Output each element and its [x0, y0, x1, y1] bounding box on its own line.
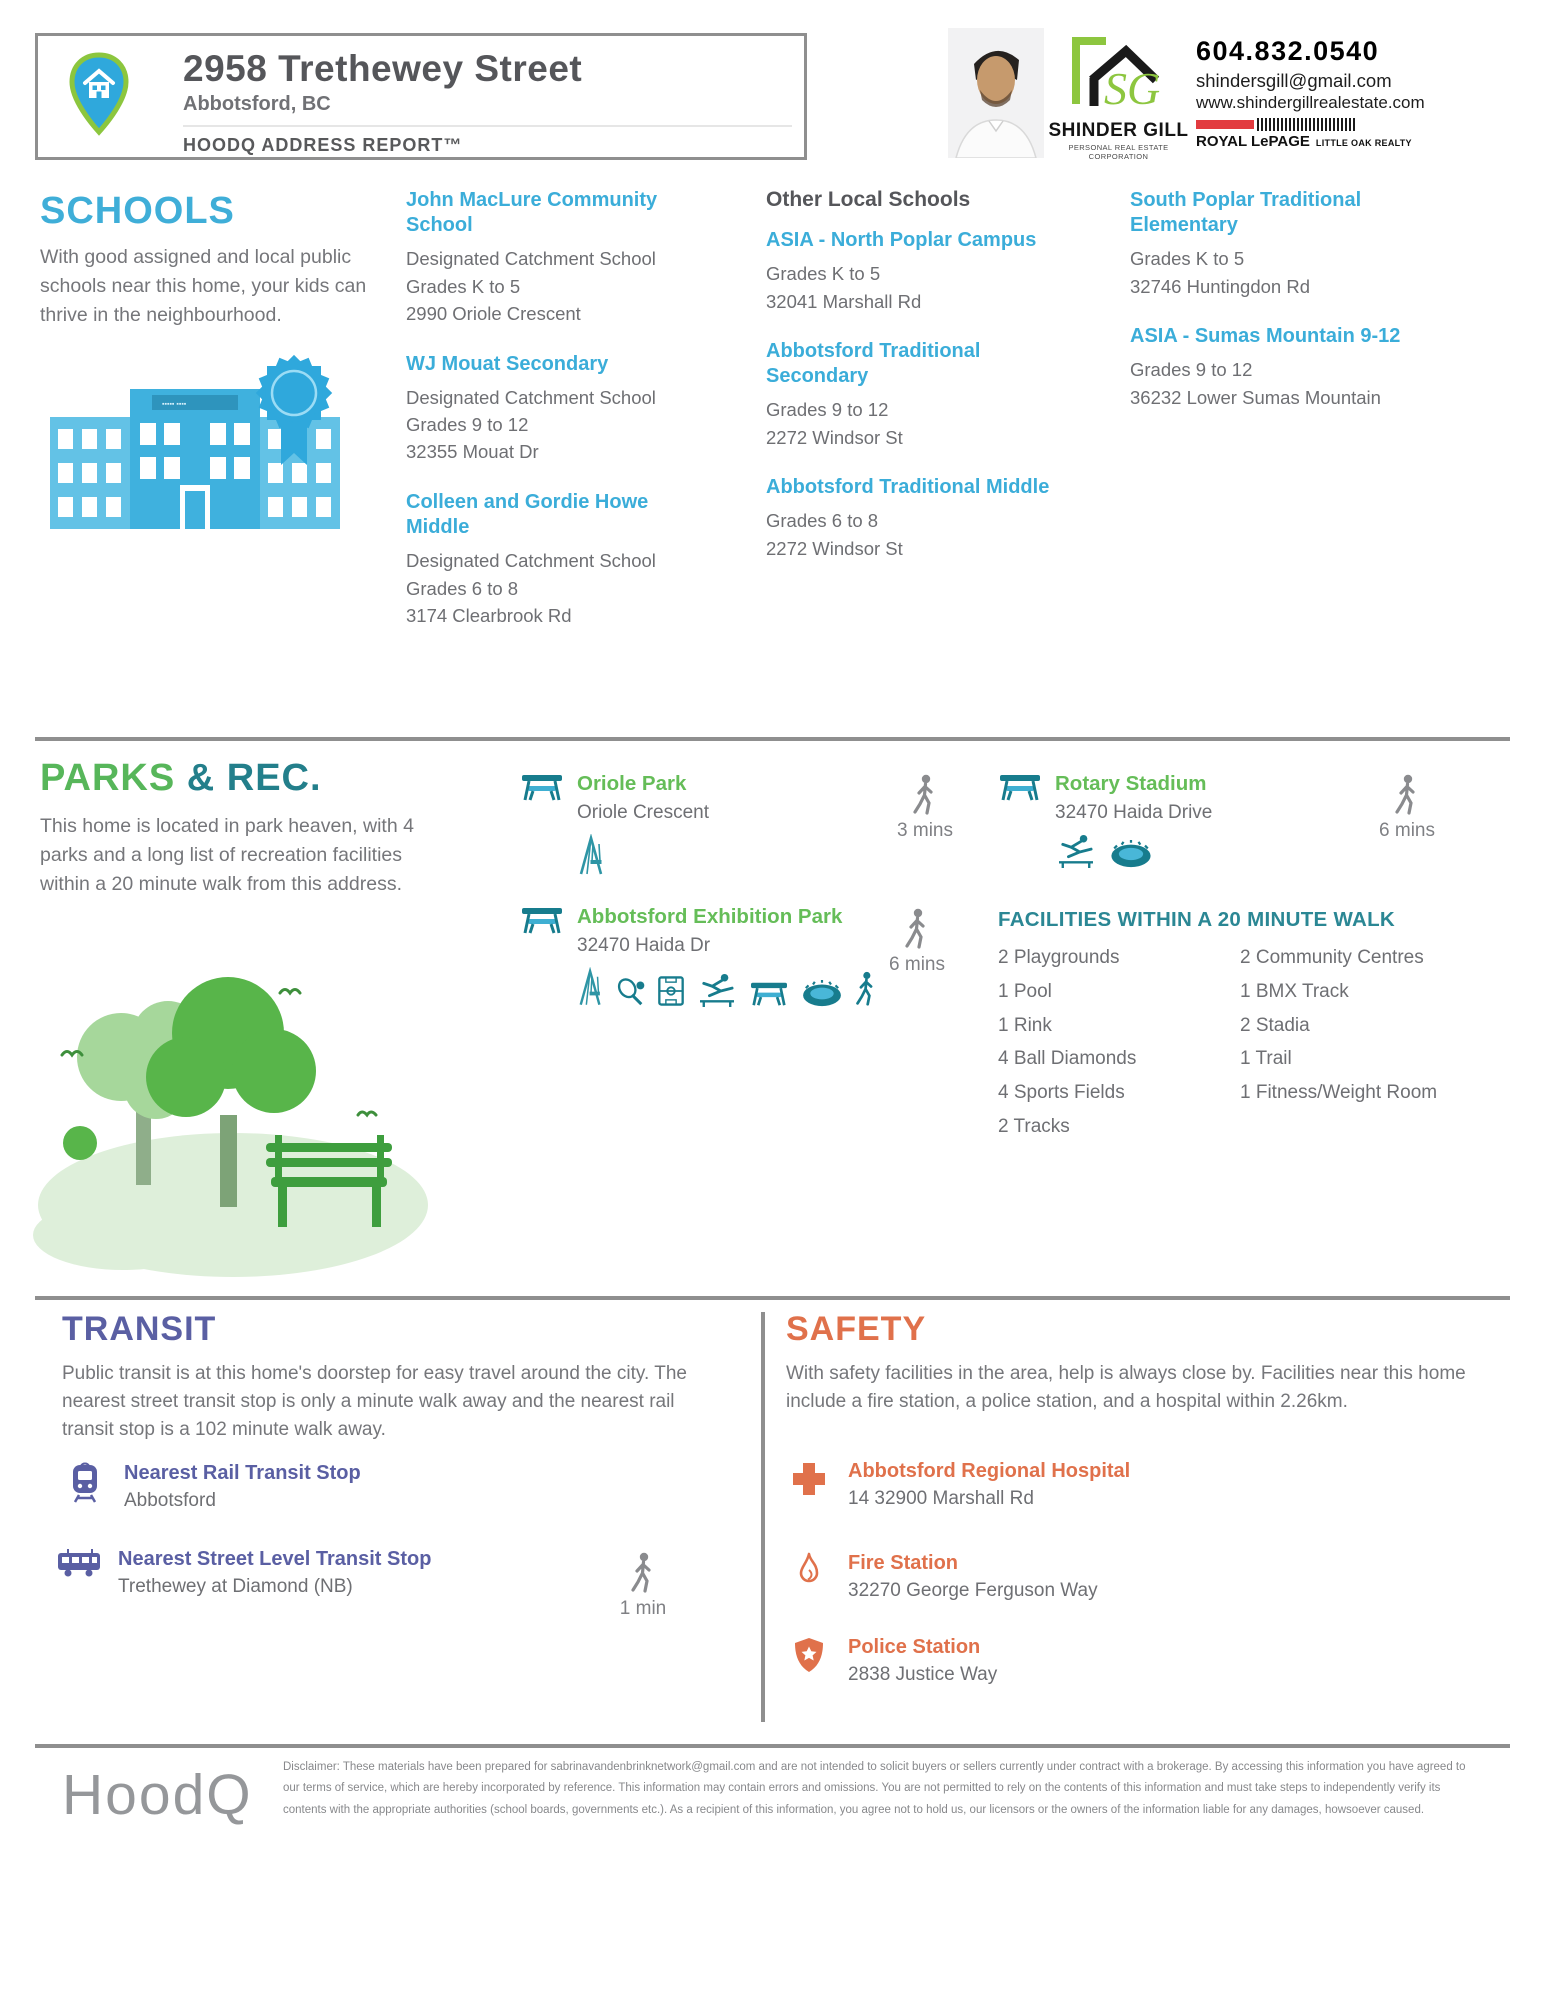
- walk-time-label: 3 mins: [897, 820, 953, 841]
- school-grades: Grades 9 to 12: [1130, 359, 1253, 381]
- walk-time: [890, 774, 960, 842]
- park-entry: [520, 772, 800, 876]
- school-name: John MacLure Community School: [406, 189, 658, 237]
- brokerage-logo: [1196, 118, 1412, 150]
- hospital-entry: [786, 1460, 1130, 1510]
- report-title: HOODQ ADDRESS REPORT™: [183, 125, 792, 156]
- hurdler-icon: [696, 973, 738, 1007]
- school-address: 2990 Oriole Crescent: [406, 303, 581, 325]
- school-type: Designated Catchment School: [406, 550, 656, 572]
- park-entry: [998, 772, 1328, 868]
- agent-designation: PERSONAL REAL ESTATE CORPORATION: [1068, 143, 1169, 161]
- facility-item: 1 Fitness/Weight Room: [1240, 1082, 1438, 1104]
- facility-item: 1 Trail: [1240, 1048, 1292, 1070]
- section-divider: [35, 737, 1510, 741]
- parks-intro: This home is located in park heaven, with 4 parks and a long list of recreation facilities within a 20 minute walk from this address.: [40, 815, 414, 895]
- rail-stop-label: Nearest Rail Transit Stop: [124, 1462, 361, 1484]
- facility-item: 2 Playgrounds: [998, 947, 1120, 968]
- footer-divider: [35, 1744, 1510, 1748]
- walk-time-label: 6 mins: [889, 954, 945, 975]
- safety-intro: With safety facilities in the area, help is always close by. Facilities near this home include a fire station, a police station, and a hospital within 2.26km.: [786, 1363, 1466, 1413]
- school-address: 32355 Mouat Dr: [406, 441, 539, 463]
- school-entry: [1130, 324, 1465, 411]
- other-schools-column-2: [1130, 188, 1465, 435]
- police-station-address: 2838 Justice Way: [848, 1664, 998, 1685]
- park-address: Oriole Crescent: [577, 801, 709, 823]
- school-name: Colleen and Gordie Howe Middle: [406, 490, 649, 538]
- facility-item: 1 Pool: [998, 980, 1052, 1002]
- column-divider: [761, 1312, 765, 1722]
- rail-transit-stop: [62, 1462, 361, 1512]
- bench-icon: [520, 772, 564, 802]
- facility-item: 2 Tracks: [998, 1116, 1070, 1138]
- park-address: 32470 Haida Dr: [577, 934, 711, 956]
- train-icon: [70, 1462, 100, 1504]
- school-entry: [406, 188, 706, 328]
- walk-time: [882, 908, 952, 976]
- hospital-label: Abbotsford Regional Hospital: [848, 1460, 1131, 1482]
- park-name: Oriole Park: [577, 772, 687, 795]
- page-title: 2958 Trethewey Street: [183, 48, 583, 89]
- agent-contact-block: [1196, 36, 1541, 113]
- bus-icon: [56, 1548, 102, 1578]
- school-grades: Grades K to 5: [406, 275, 521, 297]
- other-schools-title: Other Local Schools: [766, 188, 971, 211]
- agent-brand-logo: [1062, 34, 1174, 118]
- facility-item: 1 Rink: [998, 1014, 1052, 1036]
- bench-icon: [520, 905, 564, 935]
- bench-icon: [998, 772, 1042, 802]
- walk-time-label: 1 min: [619, 1598, 667, 1619]
- stadium-icon: [1108, 840, 1154, 868]
- agent-phone: 604.832.0540: [1196, 36, 1380, 66]
- parks-section-title: [40, 757, 322, 800]
- brokerage-barcode: [1257, 118, 1355, 131]
- racquet-ball-icon: [616, 977, 646, 1007]
- walk-time: [1372, 774, 1442, 842]
- school-address: 32041 Marshall Rd: [766, 290, 922, 312]
- facility-item: 4 Ball Diamonds: [998, 1048, 1137, 1070]
- fire-station-entry: [786, 1552, 1098, 1602]
- school-address: 2272 Windsor St: [766, 426, 903, 448]
- swing-icon: [577, 967, 605, 1007]
- bench-icon: [749, 980, 789, 1007]
- rail-stop-value: Abbotsford: [124, 1490, 216, 1511]
- swing-icon: [577, 834, 607, 876]
- walk-icon: [1394, 774, 1420, 816]
- school-name: South Poplar Traditional Elementary: [1130, 189, 1362, 237]
- street-stop-label: Nearest Street Level Transit Stop: [118, 1548, 432, 1570]
- school-type: Designated Catchment School: [406, 386, 656, 408]
- school-entry: [766, 475, 1086, 562]
- agent-email: shindersgill@gmail.com: [1196, 70, 1392, 91]
- school-grades: Grades 6 to 8: [406, 577, 519, 599]
- school-entry: [766, 228, 1086, 315]
- facility-item: 2 Stadia: [1240, 1014, 1310, 1036]
- facility-item: 1 BMX Track: [1240, 980, 1349, 1002]
- transit-section-title: TRANSIT: [62, 1310, 217, 1348]
- police-station-label: Police Station: [848, 1636, 981, 1658]
- walk-icon: [904, 908, 930, 950]
- svg-text:SG: SG: [1104, 63, 1161, 114]
- agent-name: SHINDER GILL: [1048, 120, 1189, 141]
- school-address: 3174 Clearbrook Rd: [406, 604, 572, 626]
- school-grades: Grades 6 to 8: [766, 510, 879, 532]
- hospital-cross-icon: [790, 1460, 828, 1498]
- brokerage-red-bar: [1196, 120, 1254, 129]
- school-entry: [766, 339, 1086, 451]
- sports-field-icon: [657, 975, 685, 1007]
- walk-time: [608, 1552, 678, 1620]
- school-name: Abbotsford Traditional Secondary: [766, 339, 981, 388]
- school-grades: Grades K to 5: [766, 263, 881, 285]
- school-address: 32746 Huntingdon Rd: [1130, 275, 1311, 297]
- school-entry: [1130, 188, 1465, 300]
- walk-icon: [912, 774, 938, 816]
- stadium-icon: [800, 980, 844, 1007]
- facilities-column-2: [1240, 941, 1437, 1144]
- hospital-address: 14 32900 Marshall Rd: [848, 1488, 1034, 1509]
- school-grades: Grades K to 5: [1130, 248, 1245, 270]
- park-name: Abbotsford Exhibition Park: [577, 905, 843, 928]
- safety-section-title: SAFETY: [786, 1310, 927, 1348]
- school-grades: Grades 9 to 12: [766, 399, 889, 421]
- police-shield-icon: [793, 1636, 825, 1674]
- school-address: 2272 Windsor St: [766, 537, 903, 559]
- walk-time-label: 6 mins: [1379, 820, 1435, 841]
- park-illustration: [28, 905, 438, 1290]
- street-transit-stop: [56, 1548, 431, 1598]
- facility-item: 4 Sports Fields: [998, 1082, 1125, 1104]
- section-divider: [35, 1296, 1510, 1300]
- school-building-illustration: [42, 345, 382, 560]
- street-stop-value: Trethewey at Diamond (NB): [118, 1576, 353, 1597]
- agent-photo: [948, 28, 1044, 158]
- agent-website: www.shindergillrealestate.com: [1196, 93, 1425, 112]
- school-type: Designated Catchment School: [406, 248, 656, 270]
- other-schools-column: [766, 188, 1086, 586]
- park-entry: [520, 905, 900, 1007]
- address-header-box: [35, 33, 807, 160]
- assigned-schools-column: [406, 188, 706, 653]
- facilities-column-1: [998, 941, 1240, 1144]
- school-name: Abbotsford Traditional Middle: [766, 476, 1050, 499]
- hoodq-logo: HoodQ: [62, 1763, 253, 1827]
- school-name: ASIA - North Poplar Campus: [766, 229, 1037, 251]
- school-grades: Grades 9 to 12: [406, 414, 529, 436]
- schools-intro: With good assigned and local public schools near this home, your kids can thrive in the neighbourhood.: [40, 246, 367, 326]
- address-city: Abbotsford, BC: [183, 93, 331, 115]
- transit-intro: Public transit is at this home's doorstep for easy travel around the city. The nearest street transit stop is only a minute walk away and the nearest rail transit stop is a 102 minute walk away.: [62, 1363, 687, 1441]
- facility-item: 2 Community Centres: [1240, 947, 1424, 968]
- svg-text:▪▪▪▪▪ ▪▪▪▪: ▪▪▪▪▪ ▪▪▪▪: [162, 401, 187, 408]
- facilities-block: [998, 908, 1483, 1144]
- brokerage-sub-name: LITTLE OAK REALTY: [1315, 138, 1412, 148]
- map-pin-icon: [68, 52, 130, 138]
- disclaimer-text: Disclaimer: These materials have been prepared for sabrinavandenbrinknetwork@gmail.com and are not intended to solicit buyers or sellers currently under contract with a brokerage. By accessing this information you have agreed to our terms of service, which are hereby incorporated by reference. This information may contain errors and omissions. You are not permitted to rely on the contents of this information and must take steps to independently verify its contents with the appropriate authorities (school boards, governments etc.). As a recipient of this information, you agree not to hold us, our licensors or the owners of the information liable for any damages, howsoever caused.: [283, 1761, 1466, 1816]
- school-entry: [406, 490, 706, 630]
- parks-title-green: PARKS: [40, 757, 176, 799]
- flame-icon: [796, 1552, 822, 1588]
- fire-station-label: Fire Station: [848, 1552, 959, 1574]
- park-name: Rotary Stadium: [1055, 772, 1207, 795]
- hurdler-icon: [1055, 834, 1097, 868]
- school-entry: [406, 352, 706, 466]
- facilities-title: FACILITIES WITHIN A 20 MINUTE WALK: [998, 908, 1396, 931]
- schools-section-title: SCHOOLS: [40, 190, 235, 232]
- school-name: ASIA - Sumas Mountain 9-12: [1130, 325, 1401, 348]
- person-icon: [855, 971, 877, 1007]
- park-address: 32470 Haida Drive: [1055, 801, 1213, 823]
- police-station-entry: [786, 1636, 997, 1686]
- fire-station-address: 32270 George Ferguson Way: [848, 1580, 1098, 1601]
- parks-title-teal: & REC.: [186, 757, 322, 799]
- walk-icon: [630, 1552, 656, 1594]
- brokerage-name: ROYAL LePAGE: [1196, 133, 1310, 150]
- school-name: WJ Mouat Secondary: [406, 352, 609, 375]
- school-address: 36232 Lower Sumas Mountain: [1130, 386, 1381, 408]
